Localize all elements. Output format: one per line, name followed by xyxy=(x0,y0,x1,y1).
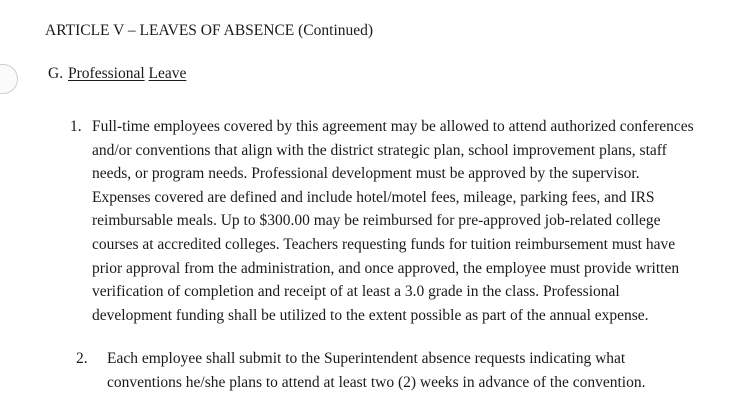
item-text-line: development funding shall be utilized to the extent possible as part of the annual expense. xyxy=(92,306,649,324)
section-heading xyxy=(48,64,186,84)
item-number: 1. xyxy=(70,118,82,135)
item-text-line: reimbursable meals. Up to $300.00 may be reimbursed for pre-approved job-related college xyxy=(92,212,661,230)
list-item xyxy=(70,115,732,327)
section-title-word-1: Professional xyxy=(68,65,145,82)
item-text-line: verification of completion and receipt of at least a 3.0 grade in the class. Professional xyxy=(92,283,620,301)
section-letter: G. xyxy=(48,65,64,82)
item-text-line: prior approval from the administration, and once approved, the employee must provide written xyxy=(92,259,680,277)
article-heading: ARTICLE V – LEAVES OF ABSENCE (Continued) xyxy=(45,22,374,39)
item-text-line: needs, or program needs. Professional development must be approved by the supervisor. xyxy=(92,165,640,183)
item-text-line: and/or conventions that align with the district strategic plan, school improvement plans, staff xyxy=(92,141,667,159)
punch-hole-mark xyxy=(0,64,18,94)
item-text-line: courses at accredited colleges. Teachers requesting funds for tuition reimbursement must have xyxy=(92,235,676,253)
item-text-line: Each employee shall submit to the Superintendent absence requests indicating what xyxy=(107,350,626,367)
item-text-line: conventions he/she plans to attend at least two (2) weeks in advance of the convention. xyxy=(107,373,646,391)
item-number: 2. xyxy=(76,350,88,367)
item-text-line: Full-time employees covered by this agreement may be allowed to attend authorized conferences xyxy=(92,118,694,135)
item-text-line: Expenses covered are defined and include hotel/motel fees, mileage, parking fees, and IRS xyxy=(92,188,655,206)
section-title-word-2: Leave xyxy=(148,65,187,82)
list-item xyxy=(76,347,727,394)
